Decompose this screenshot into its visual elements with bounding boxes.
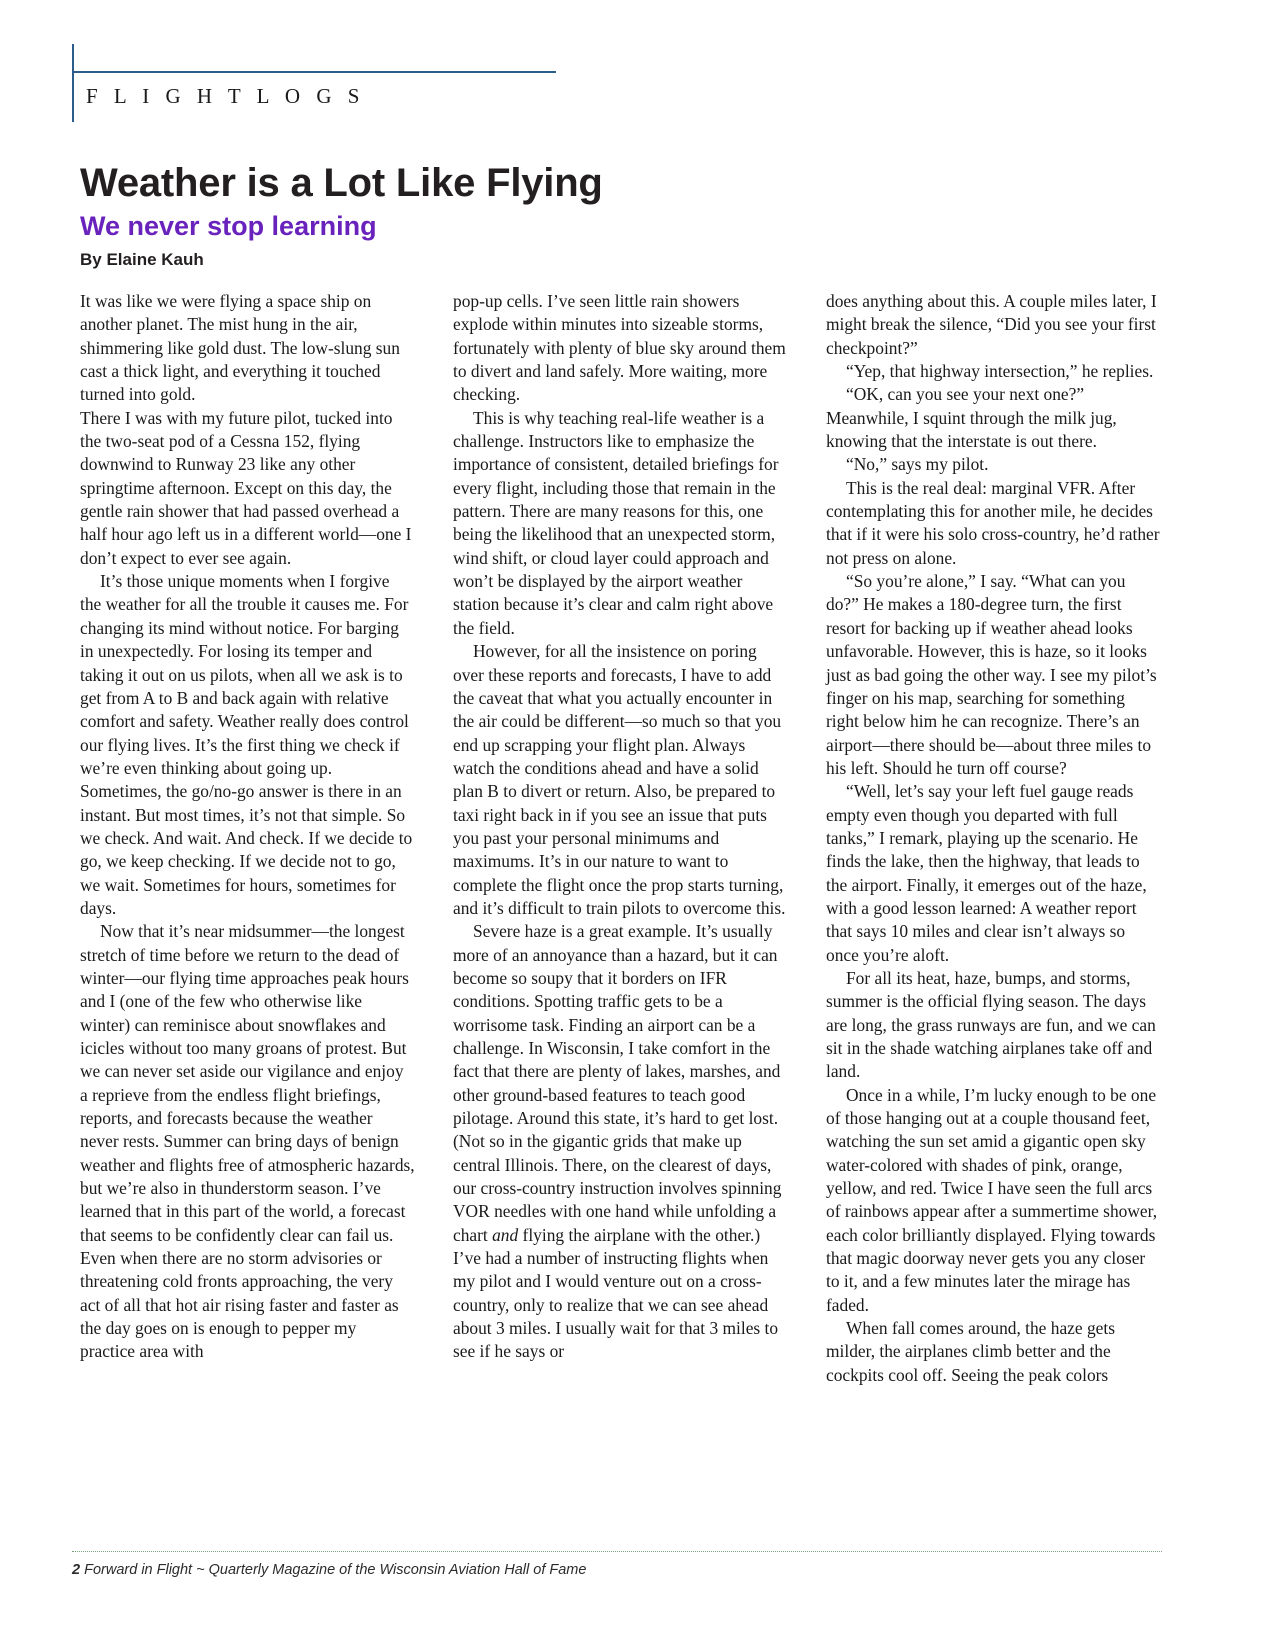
footer-publication: Forward in Flight ~ Quarterly Magazine of the Wisconsin Aviation Hall of Fame [84, 1562, 587, 1578]
body-paragraph: There I was with my future pilot, tucked into the two-seat pod of a Cessna 152, flying downwind to Runway 23 like any other springtime afternoon. Except on this day, the gentle rain shower that had passed overhead a half hour ago left us in a different world—one I don’t expect to ever see again. [80, 407, 412, 568]
body-column-3 [826, 290, 1161, 1387]
body-paragraph: However, for all the insistence on poring over these reports and forecasts, I have to add the caveat that what you actually encounter in the air could be different—so much so that you end up scrapping your flight plan. Always watch the conditions ahead and have a solid plan B to divert or return. Also, be prepared to taxi right back in if you see an issue that puts you past your personal minimums and maximums. It’s in our nature to want to complete the flight once the prop starts turning, and it’s difficult to train pilots to overcome this. [453, 641, 786, 918]
body-paragraph: pop-up cells. I’ve seen little rain showers explode within minutes into sizeable storms, fortunately with plenty of blue sky around them to divert and land safely. More waiting, more checking. [453, 291, 786, 405]
page-footer [72, 1562, 586, 1578]
body-column-1 [80, 290, 415, 1387]
headline-block [80, 160, 1160, 271]
body-paragraph: “Well, let’s say your left fuel gauge reads empty even though you departed with full tanks,” I remark, playing up the scenario. He finds the lake, then the highway, that leads to the airport. Finally, it emerges out of the haze, with a good lesson learned: A weather report that says 10 miles and clear isn’t always so once you’re aloft. [826, 781, 1147, 965]
footer-divider [72, 1551, 1162, 1552]
body-paragraph: For all its heat, haze, bumps, and storms, summer is the official flying season. The days are long, the grass runways are fun, and we can sit in the shade watching airplanes take off and land. [826, 967, 1156, 1082]
kicker-horizontal-rule [72, 71, 556, 73]
kicker-vertical-rule [72, 44, 74, 122]
kicker-label: F L I G H T L O G S [86, 84, 365, 108]
article-body-columns [80, 290, 1162, 1387]
body-paragraph: Once in a while, I’m lucky enough to be one of those hanging out at a couple thousand feet, watching the sun set amid a gigantic open sky water-colored with shades of pink, orange, yellow, and red. Twice I have seen the full arcs of rainbows appear after a summertime shower, each color brilliantly displayed. Flying towards that magic doorway never gets you any closer to it, and a few minutes later the mirage has faded. [826, 1084, 1158, 1315]
body-paragraph: does anything about this. A couple miles later, I might break the silence, “Did you see your first checkpoint?” [826, 291, 1157, 358]
article-headline: Weather is a Lot Like Flying [80, 161, 603, 205]
body-paragraph: This is why teaching real-life weather is a challenge. Instructors like to emphasize the importance of consistent, detailed briefings for every flight, including those that remain in the pattern. There are many reasons for this, one being the likelihood that an unexpected storm, wind shift, or cloud layer could approach and won’t be displayed by the airport weather station because it’s clear and calm right above the field. [453, 407, 779, 638]
footer-page-number: 2 [72, 1562, 81, 1578]
emphasis-text: and [492, 1224, 519, 1245]
article-byline: By Elaine Kauh [80, 250, 204, 269]
body-column-2 [453, 290, 788, 1387]
body-paragraph: Severe haze is a great example. It’s usually more of an annoyance than a hazard, but it can become so soupy that it borders on IFR conditions. Spotting traffic gets to be a worrisome task. Finding an airport can be a challenge. In Wisconsin, I take comfort in the fact that there are plenty of lakes, marshes, and other ground-based features to teach good pilotage. Around this state, it’s hard to get lost. (Not so in the gigantic grids that make up central Illinois. There, on the clearest of days, our cross-country instruction involves spinning VOR needles with one hand while unfolding a chart and flying the airplane with the other.) I’ve had a number of instructing flights when my pilot and I would venture out on a cross-country, only to realize that we can see ahead about 3 miles. I usually wait for that 3 miles to see if he says or [453, 921, 782, 1362]
body-paragraph: “So you’re alone,” I say. “What can you do?” He makes a 180-degree turn, the first resort for backing up if weather ahead looks unfavorable. However, this is haze, so it looks just as bad going the other way. I see my pilot’s finger on his map, searching for something right below him he can recognize. There’s an airport—there should be—about three miles to his left. Should he turn off course? [826, 571, 1157, 778]
body-paragraph: When fall comes around, the haze gets milder, the airplanes climb better and the cockpits cool off. Seeing the peak colors [826, 1318, 1115, 1385]
body-paragraph: “Yep, that highway intersection,” he replies. [846, 361, 1154, 382]
body-paragraph: Now that it’s near midsummer—the longest stretch of time before we return to the dead of winter—our flying time approaches peak hours and I (one of the few who otherwise like winter) can reminisce about snowflakes and icicles without too many groans of protest. But we can never set aside our vigilance and enjoy a reprieve from the endless flight briefings, reports, and forecasts because the weather never rests. Summer can bring days of benign weather and flights free of atmospheric hazards, but we’re also in thunderstorm season. I’ve learned that in this part of the world, a forecast that seems to be confidently clear can fail us. Even when there are no storm advisories or threatening cold fronts approaching, the very act of all that hot air rising faster and faster as the day goes on is enough to pepper my practice area with [80, 921, 415, 1362]
section-kicker [72, 44, 562, 124]
body-paragraph: “OK, can you see your next one?” Meanwhile, I squint through the milk jug, knowing that the interstate is out there. [826, 384, 1117, 452]
body-paragraph: It was like we were flying a space ship on another planet. The mist hung in the air, shimmering like gold dust. The low-slung sun cast a thick light, and everything it touched turned into gold. [80, 291, 400, 405]
article-subhead: We never stop learning [80, 211, 377, 241]
body-paragraph: “No,” says my pilot. [846, 454, 989, 475]
body-paragraph: It’s those unique moments when I forgive the weather for all the trouble it causes me. For changing its mind without notice. For barging in unexpectedly. For losing its temper and taking it out on us pilots, when all we ask is to get from A to B and back again with relative comfort and safety. Weather really does control our flying lives. It’s the first thing we check if we’re even thinking about going up. Sometimes, the go/no-go answer is there in an instant. But most times, it’s not that simple. So we check. And wait. And check. If we decide to go, we keep checking. If we decide not to go, we wait. Sometimes for hours, sometimes for days. [80, 571, 413, 918]
body-paragraph: This is the real deal: marginal VFR. After contemplating this for another mile, he decides that if it were his solo cross-country, he’d rather not press on alone. [826, 477, 1160, 568]
